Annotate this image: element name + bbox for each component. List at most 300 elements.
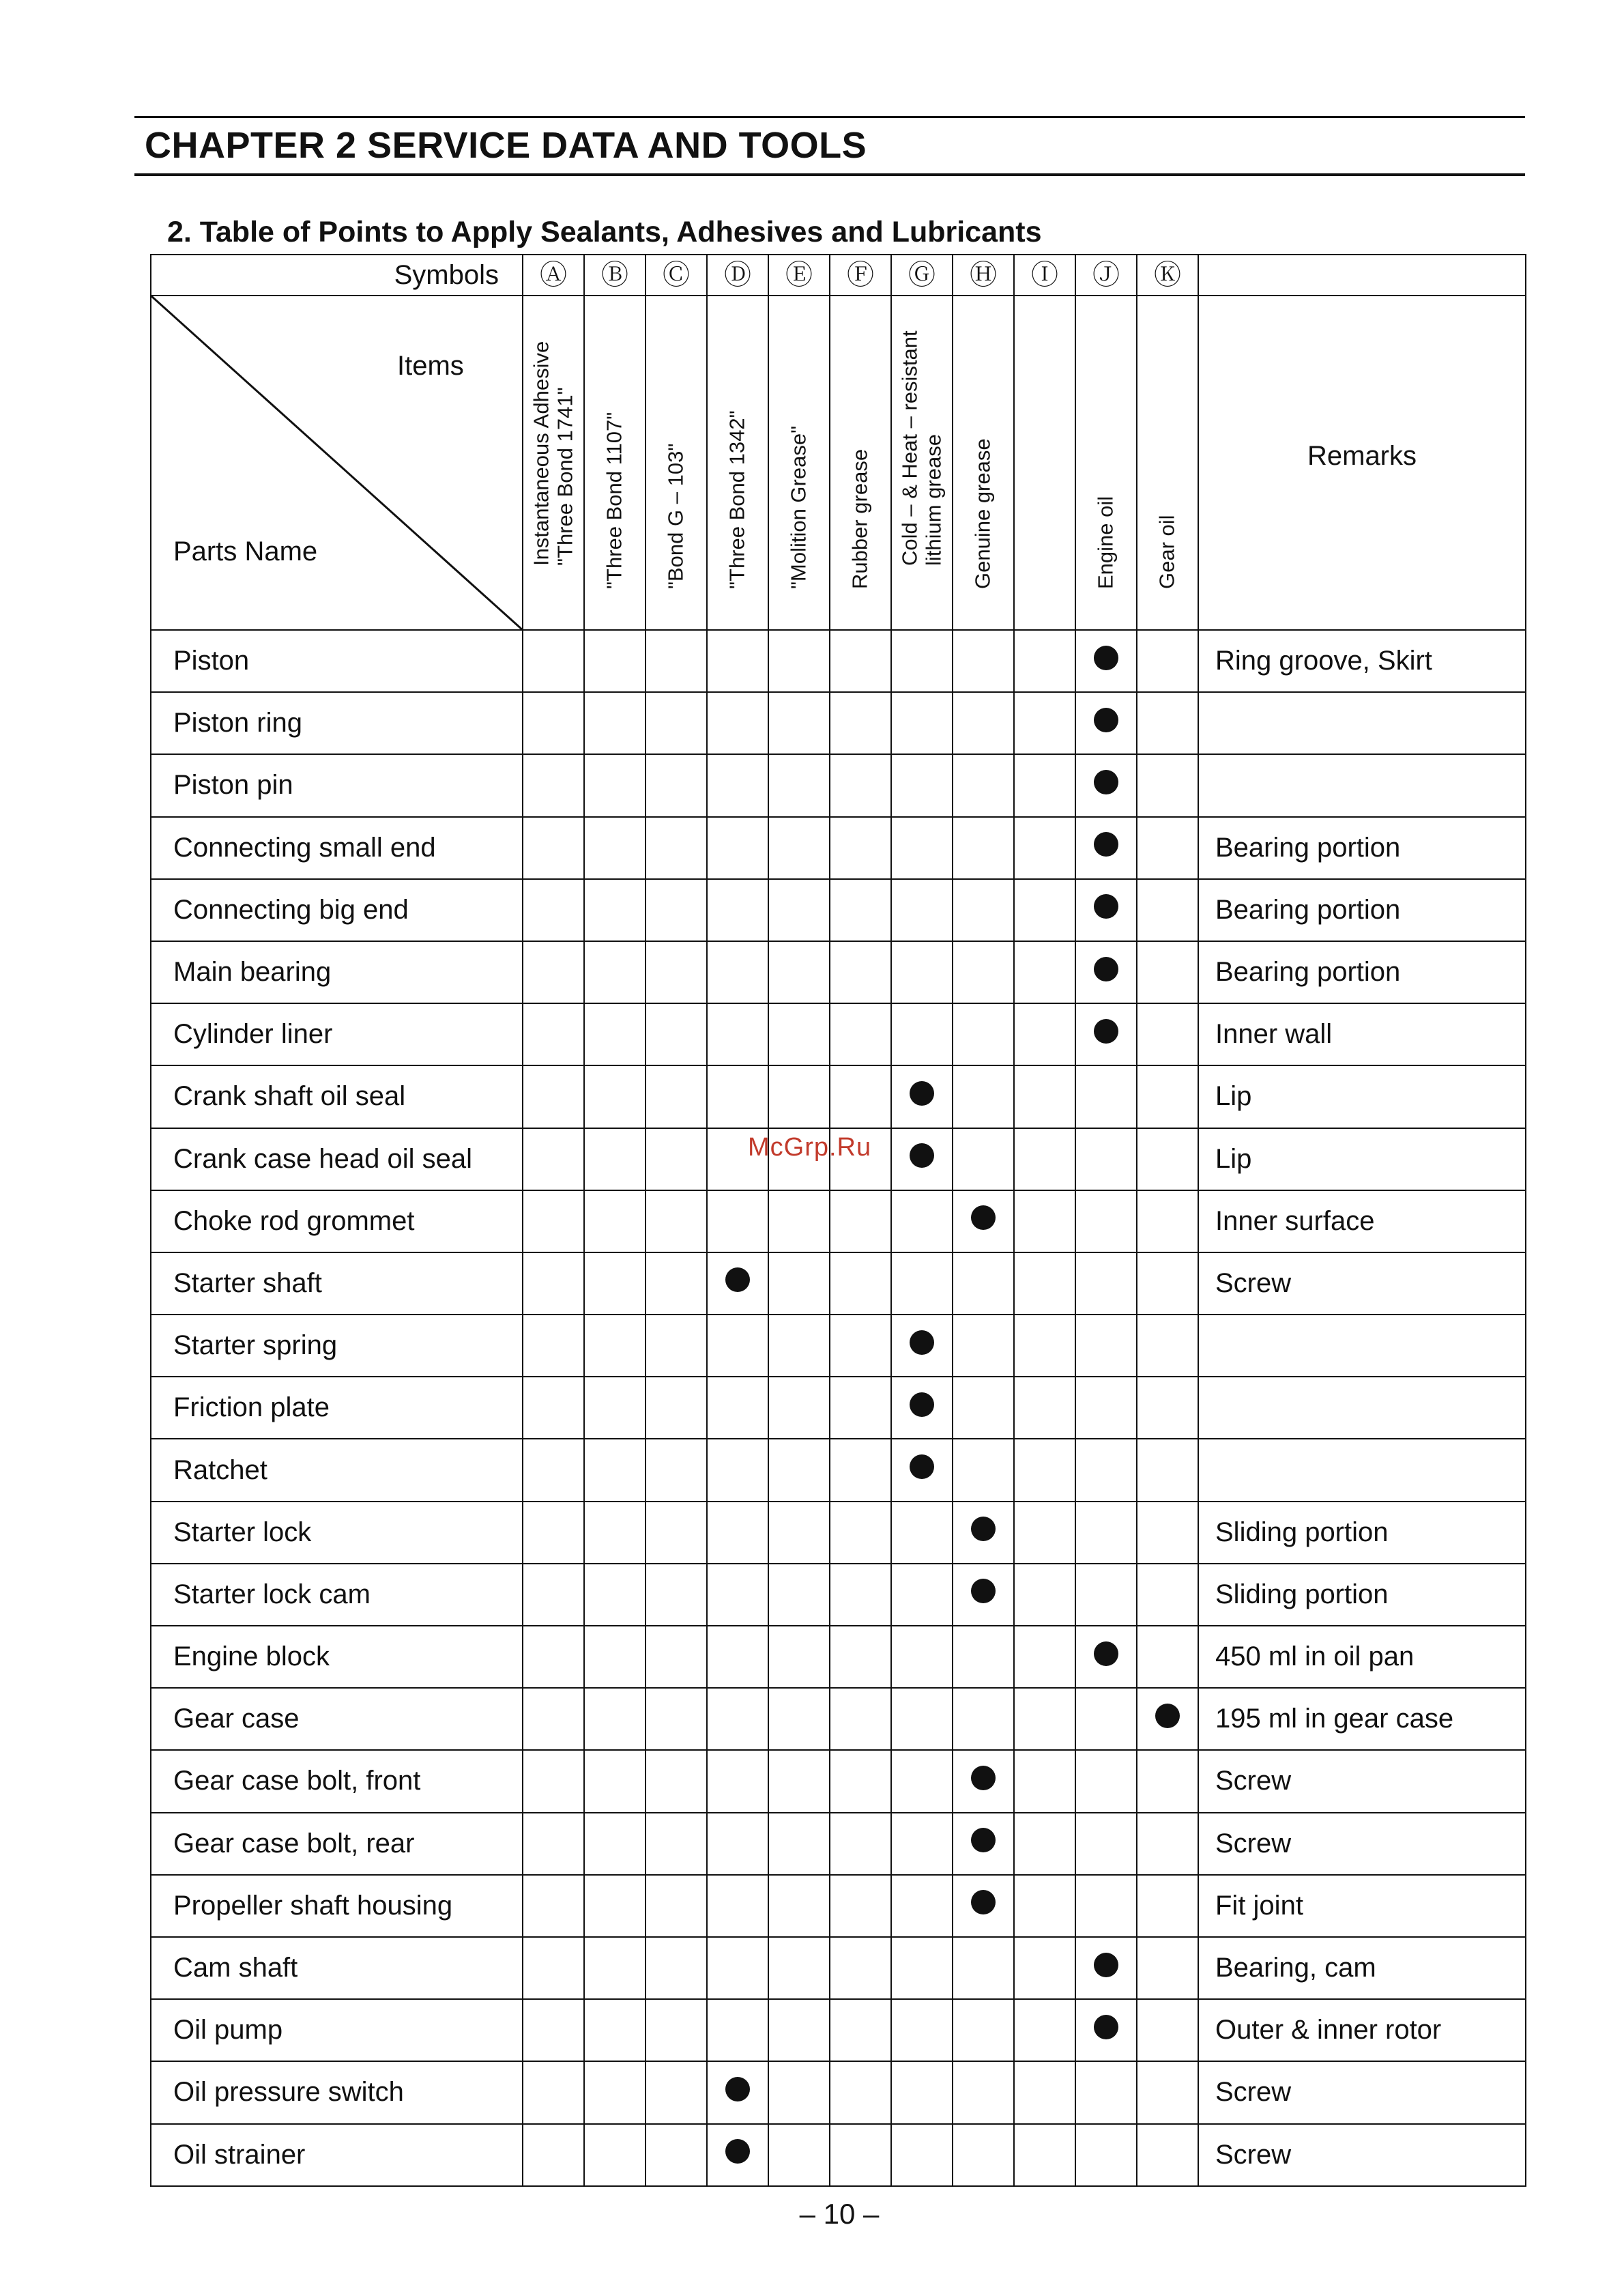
mark-cell xyxy=(953,1626,1014,1688)
mark-cell xyxy=(646,1688,707,1750)
mark-cell xyxy=(584,1564,646,1626)
part-name: Connecting big end xyxy=(151,879,523,941)
mark-cell xyxy=(646,1377,707,1439)
remarks-header: Remarks xyxy=(1198,296,1526,630)
symbol-cell: Ⓙ xyxy=(1075,255,1137,296)
mark-cell xyxy=(1137,1377,1198,1439)
symbol-cell: Ⓑ xyxy=(584,255,646,296)
mark-cell xyxy=(830,1502,891,1564)
remark: Outer & inner rotor xyxy=(1198,1999,1526,2061)
part-name: Cylinder liner xyxy=(151,1003,523,1065)
mark-cell xyxy=(707,879,768,941)
mark-cell xyxy=(1137,1937,1198,1999)
remark: Sliding portion xyxy=(1198,1502,1526,1564)
mark-cell xyxy=(1075,1564,1137,1626)
mark-cell xyxy=(523,1065,584,1128)
sealant-table xyxy=(150,254,1526,2187)
mark-cell xyxy=(768,2061,830,2123)
mark-cell xyxy=(830,1937,891,1999)
mark-cell xyxy=(646,1502,707,1564)
mark-cell xyxy=(768,2124,830,2187)
lubricant-name xyxy=(530,341,577,565)
mark-cell xyxy=(830,1999,891,2061)
application-dot xyxy=(910,1330,934,1355)
application-dot xyxy=(1094,894,1118,919)
mark-cell xyxy=(768,1439,830,1501)
mark-cell xyxy=(1137,1875,1198,1937)
lubricant-header-cell xyxy=(707,296,768,630)
diagonal-header-cell xyxy=(151,296,523,630)
mark-cell xyxy=(891,1564,953,1626)
symbol-cell-blank xyxy=(1198,255,1526,296)
mark-cell xyxy=(646,1626,707,1688)
mark-cell xyxy=(584,1439,646,1501)
mark-cell xyxy=(584,2061,646,2123)
mark-cell xyxy=(646,1439,707,1501)
mark-cell xyxy=(1014,1190,1075,1252)
mark-cell xyxy=(646,1937,707,1999)
remark: Bearing, cam xyxy=(1198,1937,1526,1999)
table-row xyxy=(151,1937,1526,1999)
table-row xyxy=(151,1750,1526,1812)
mark-cell xyxy=(1137,1065,1198,1128)
items-label: Items xyxy=(397,351,464,381)
symbol-cell: Ⓚ xyxy=(1137,255,1198,296)
mark-cell xyxy=(707,1750,768,1812)
mark-cell xyxy=(646,2124,707,2187)
mark-cell xyxy=(584,1252,646,1315)
mark-cell xyxy=(523,754,584,816)
application-dot xyxy=(971,1517,996,1541)
mark-cell xyxy=(584,1190,646,1252)
part-name: Connecting small end xyxy=(151,817,523,879)
table-row xyxy=(151,1688,1526,1750)
mark-cell xyxy=(1075,1128,1137,1190)
mark-cell xyxy=(830,1564,891,1626)
table-row xyxy=(151,1626,1526,1688)
mark-cell xyxy=(707,1003,768,1065)
mark-cell xyxy=(1014,1065,1075,1128)
mark-cell xyxy=(1014,1564,1075,1626)
table-row xyxy=(151,1564,1526,1626)
part-name: Gear case bolt, rear xyxy=(151,1813,523,1875)
mark-cell xyxy=(830,1688,891,1750)
mark-cell xyxy=(768,1502,830,1564)
table-row xyxy=(151,879,1526,941)
application-dot xyxy=(1094,957,1118,981)
mark-cell xyxy=(953,1564,1014,1626)
remark: Bearing portion xyxy=(1198,879,1526,941)
mark-cell xyxy=(707,1564,768,1626)
mark-cell xyxy=(768,1315,830,1377)
mark-cell xyxy=(1075,941,1137,1003)
mark-cell xyxy=(1075,692,1137,754)
mark-cell xyxy=(1075,1252,1137,1315)
part-name: Friction plate xyxy=(151,1377,523,1439)
symbol-cell: Ⓘ xyxy=(1014,255,1075,296)
mark-cell xyxy=(646,1128,707,1190)
part-name: Starter shaft xyxy=(151,1252,523,1315)
mark-cell xyxy=(830,1315,891,1377)
mark-cell xyxy=(1137,1999,1198,2061)
mark-cell xyxy=(523,1999,584,2061)
mark-cell xyxy=(584,1875,646,1937)
remark: Screw xyxy=(1198,2124,1526,2187)
lubricant-name xyxy=(726,411,750,590)
mark-cell xyxy=(768,1564,830,1626)
mark-cell xyxy=(830,630,891,692)
mark-cell xyxy=(707,1688,768,1750)
mark-cell xyxy=(1075,1439,1137,1501)
mark-cell xyxy=(1075,1813,1137,1875)
chapter-underline xyxy=(134,173,1525,176)
lubricant-header-cell xyxy=(646,296,707,630)
mark-cell xyxy=(891,754,953,816)
mark-cell xyxy=(584,1065,646,1128)
application-dot xyxy=(910,1454,934,1479)
mark-cell xyxy=(1014,2124,1075,2187)
mark-cell xyxy=(707,1937,768,1999)
lubricant-name-line: Cold – & Heat – resistant xyxy=(897,330,922,566)
mark-cell xyxy=(1137,1688,1198,1750)
mark-cell xyxy=(1014,630,1075,692)
mark-cell xyxy=(1075,1065,1137,1128)
application-dot xyxy=(725,1267,750,1292)
mark-cell xyxy=(1075,1688,1137,1750)
mark-cell xyxy=(891,1937,953,1999)
remark xyxy=(1198,754,1526,816)
lubricant-header-cell xyxy=(1014,296,1075,630)
mark-cell xyxy=(768,817,830,879)
mark-cell xyxy=(1075,2124,1137,2187)
remark xyxy=(1198,1377,1526,1439)
mark-cell xyxy=(891,1688,953,1750)
mark-cell xyxy=(768,1688,830,1750)
mark-cell xyxy=(523,1252,584,1315)
mark-cell xyxy=(830,1377,891,1439)
mark-cell xyxy=(1075,1377,1137,1439)
part-name: Starter spring xyxy=(151,1315,523,1377)
mark-cell xyxy=(891,2124,953,2187)
mark-cell xyxy=(953,1377,1014,1439)
application-dot xyxy=(1094,1019,1118,1044)
mark-cell xyxy=(1137,754,1198,816)
mark-cell xyxy=(1137,2124,1198,2187)
lubricant-name-line: Genuine grease xyxy=(970,438,995,590)
mark-cell xyxy=(953,2124,1014,2187)
mark-cell xyxy=(891,630,953,692)
mark-cell xyxy=(707,1252,768,1315)
mark-cell xyxy=(523,1937,584,1999)
mark-cell xyxy=(1137,817,1198,879)
mark-cell xyxy=(646,1190,707,1252)
mark-cell xyxy=(1137,1252,1198,1315)
lubricant-name-line: Gear oil xyxy=(1155,515,1179,590)
mark-cell xyxy=(523,1688,584,1750)
mark-cell xyxy=(1014,1875,1075,1937)
symbol-cell: Ⓖ xyxy=(891,255,953,296)
mark-cell xyxy=(891,1252,953,1315)
mark-cell xyxy=(830,692,891,754)
table-row xyxy=(151,2124,1526,2187)
chapter-title: CHAPTER 2 SERVICE DATA AND TOOLS xyxy=(145,125,867,166)
mark-cell xyxy=(891,1750,953,1812)
watermark: McGrp.Ru xyxy=(748,1133,872,1162)
lubricant-name-line: "Three Bond 1741" xyxy=(553,386,577,566)
symbol-cell: Ⓕ xyxy=(830,255,891,296)
lubricant-name xyxy=(1094,496,1118,589)
remark: Ring groove, Skirt xyxy=(1198,630,1526,692)
application-dot xyxy=(910,1392,934,1417)
mark-cell xyxy=(953,1190,1014,1252)
table-row xyxy=(151,1065,1526,1128)
mark-cell xyxy=(1075,1190,1137,1252)
mark-cell xyxy=(523,1502,584,1564)
mark-cell xyxy=(830,1065,891,1128)
mark-cell xyxy=(1014,1252,1075,1315)
mark-cell xyxy=(1137,1128,1198,1190)
mark-cell xyxy=(768,630,830,692)
mark-cell xyxy=(584,1128,646,1190)
mark-cell xyxy=(1014,1626,1075,1688)
mark-cell xyxy=(523,692,584,754)
mark-cell xyxy=(523,1003,584,1065)
mark-cell xyxy=(891,1813,953,1875)
mark-cell xyxy=(646,1065,707,1128)
mark-cell xyxy=(1075,817,1137,879)
mark-cell xyxy=(1075,1502,1137,1564)
mark-cell xyxy=(891,1377,953,1439)
mark-cell xyxy=(891,2061,953,2123)
mark-cell xyxy=(584,1502,646,1564)
mark-cell xyxy=(707,754,768,816)
lubricant-name-line: Instantaneous Adhesive xyxy=(529,341,553,566)
part-name: Crank shaft oil seal xyxy=(151,1065,523,1128)
mark-cell xyxy=(953,1813,1014,1875)
mark-cell xyxy=(646,692,707,754)
mark-cell xyxy=(523,1439,584,1501)
symbol-row xyxy=(151,255,1526,296)
mark-cell xyxy=(523,630,584,692)
lubricant-header-cell xyxy=(953,296,1014,630)
lubricant-name xyxy=(972,439,996,590)
mark-cell xyxy=(707,1502,768,1564)
mark-cell xyxy=(707,817,768,879)
mark-cell xyxy=(1137,1502,1198,1564)
part-name: Cam shaft xyxy=(151,1937,523,1999)
mark-cell xyxy=(830,1252,891,1315)
mark-cell xyxy=(584,1315,646,1377)
table-row xyxy=(151,1252,1526,1315)
mark-cell xyxy=(768,754,830,816)
mark-cell xyxy=(707,2061,768,2123)
part-name: Oil pump xyxy=(151,1999,523,2061)
mark-cell xyxy=(1014,1813,1075,1875)
part-name: Starter lock cam xyxy=(151,1564,523,1626)
mark-cell xyxy=(707,630,768,692)
application-dot xyxy=(1094,832,1118,857)
table-row xyxy=(151,1003,1526,1065)
mark-cell xyxy=(1137,1439,1198,1501)
mark-cell xyxy=(1014,817,1075,879)
lubricant-name-line: "Molition Grease" xyxy=(786,426,811,590)
mark-cell xyxy=(953,692,1014,754)
mark-cell xyxy=(584,941,646,1003)
mark-cell xyxy=(1014,1439,1075,1501)
mark-cell xyxy=(1137,1315,1198,1377)
mark-cell xyxy=(768,1252,830,1315)
remark: Screw xyxy=(1198,1252,1526,1315)
lubricant-name xyxy=(665,444,688,589)
mark-cell xyxy=(646,2061,707,2123)
table-row xyxy=(151,1875,1526,1937)
mark-cell xyxy=(1014,1315,1075,1377)
application-dot xyxy=(1094,646,1118,670)
mark-cell xyxy=(768,692,830,754)
lubricant-header-cell xyxy=(891,296,953,630)
section-title: 2. Table of Points to Apply Sealants, Adhesives and Lubricants xyxy=(167,216,1042,248)
parts-name-label: Parts Name xyxy=(173,536,318,566)
mark-cell xyxy=(646,1813,707,1875)
part-name: Ratchet xyxy=(151,1439,523,1501)
mark-cell xyxy=(707,1875,768,1937)
mark-cell xyxy=(707,1626,768,1688)
table-row xyxy=(151,941,1526,1003)
table-row xyxy=(151,1439,1526,1501)
mark-cell xyxy=(891,1190,953,1252)
mark-cell xyxy=(830,2124,891,2187)
mark-cell xyxy=(1137,2061,1198,2123)
mark-cell xyxy=(646,1999,707,2061)
mark-cell xyxy=(891,692,953,754)
lubricant-header-cell xyxy=(1075,296,1137,630)
mark-cell xyxy=(646,1003,707,1065)
mark-cell xyxy=(646,941,707,1003)
mark-cell xyxy=(523,1750,584,1812)
lubricant-name-line: "Bond G – 103" xyxy=(663,443,688,590)
mark-cell xyxy=(707,1813,768,1875)
mark-cell xyxy=(584,1937,646,1999)
part-name: Engine block xyxy=(151,1626,523,1688)
mark-cell xyxy=(953,1252,1014,1315)
mark-cell xyxy=(523,2061,584,2123)
mark-cell xyxy=(523,817,584,879)
table-row xyxy=(151,1377,1526,1439)
part-name: Oil pressure switch xyxy=(151,2061,523,2123)
remark: Screw xyxy=(1198,2061,1526,2123)
mark-cell xyxy=(1075,2061,1137,2123)
mark-cell xyxy=(523,941,584,1003)
mark-cell xyxy=(953,2061,1014,2123)
mark-cell xyxy=(1137,630,1198,692)
mark-cell xyxy=(584,1377,646,1439)
mark-cell xyxy=(1075,1315,1137,1377)
mark-cell xyxy=(953,879,1014,941)
remark: Screw xyxy=(1198,1813,1526,1875)
application-dot xyxy=(1094,2015,1118,2039)
mark-cell xyxy=(523,1377,584,1439)
mark-cell xyxy=(891,1315,953,1377)
lubricant-name xyxy=(603,412,627,589)
mark-cell xyxy=(953,1439,1014,1501)
part-name: Choke rod grommet xyxy=(151,1190,523,1252)
column-header-row xyxy=(151,296,1526,630)
mark-cell xyxy=(891,941,953,1003)
mark-cell xyxy=(891,1502,953,1564)
application-dot xyxy=(910,1081,934,1106)
mark-cell xyxy=(523,1626,584,1688)
mark-cell xyxy=(891,817,953,879)
mark-cell xyxy=(707,2124,768,2187)
mark-cell xyxy=(584,692,646,754)
mark-cell xyxy=(1014,1688,1075,1750)
remark xyxy=(1198,692,1526,754)
lubricant-name xyxy=(787,426,811,589)
mark-cell xyxy=(830,1875,891,1937)
part-name: Crank case head oil seal xyxy=(151,1128,523,1190)
remark: Fit joint xyxy=(1198,1875,1526,1937)
remark: 450 ml in oil pan xyxy=(1198,1626,1526,1688)
part-name: Piston ring xyxy=(151,692,523,754)
mark-cell xyxy=(584,1688,646,1750)
mark-cell xyxy=(891,1439,953,1501)
mark-cell xyxy=(1075,1999,1137,2061)
mark-cell xyxy=(646,630,707,692)
part-name: Main bearing xyxy=(151,941,523,1003)
mark-cell xyxy=(953,1875,1014,1937)
mark-cell xyxy=(891,1128,953,1190)
application-dot xyxy=(1094,708,1118,732)
part-name: Gear case xyxy=(151,1688,523,1750)
mark-cell xyxy=(830,817,891,879)
mark-cell xyxy=(707,941,768,1003)
remark xyxy=(1198,1315,1526,1377)
mark-cell xyxy=(707,1190,768,1252)
mark-cell xyxy=(768,1626,830,1688)
lubricant-name xyxy=(1156,515,1180,590)
lubricant-name-line: lithium grease xyxy=(921,433,945,566)
mark-cell xyxy=(891,1003,953,1065)
mark-cell xyxy=(1075,754,1137,816)
remark: Screw xyxy=(1198,1750,1526,1812)
mark-cell xyxy=(707,1315,768,1377)
mark-cell xyxy=(707,692,768,754)
mark-cell xyxy=(1137,692,1198,754)
mark-cell xyxy=(1137,1564,1198,1626)
mark-cell xyxy=(768,1003,830,1065)
top-rule xyxy=(134,116,1525,118)
remark: Sliding portion xyxy=(1198,1564,1526,1626)
lubricant-name xyxy=(898,330,945,566)
symbol-cell: Ⓔ xyxy=(768,255,830,296)
mark-cell xyxy=(891,1065,953,1128)
mark-cell xyxy=(830,1003,891,1065)
mark-cell xyxy=(830,879,891,941)
symbols-label: Symbols xyxy=(151,255,523,296)
mark-cell xyxy=(768,1377,830,1439)
mark-cell xyxy=(830,941,891,1003)
mark-cell xyxy=(1014,941,1075,1003)
mark-cell xyxy=(768,1750,830,1812)
mark-cell xyxy=(953,1315,1014,1377)
symbol-cell: Ⓓ xyxy=(707,255,768,296)
table-row xyxy=(151,817,1526,879)
mark-cell xyxy=(584,1003,646,1065)
mark-cell xyxy=(1075,1626,1137,1688)
mark-cell xyxy=(830,1626,891,1688)
mark-cell xyxy=(1137,1626,1198,1688)
mark-cell xyxy=(830,1750,891,1812)
